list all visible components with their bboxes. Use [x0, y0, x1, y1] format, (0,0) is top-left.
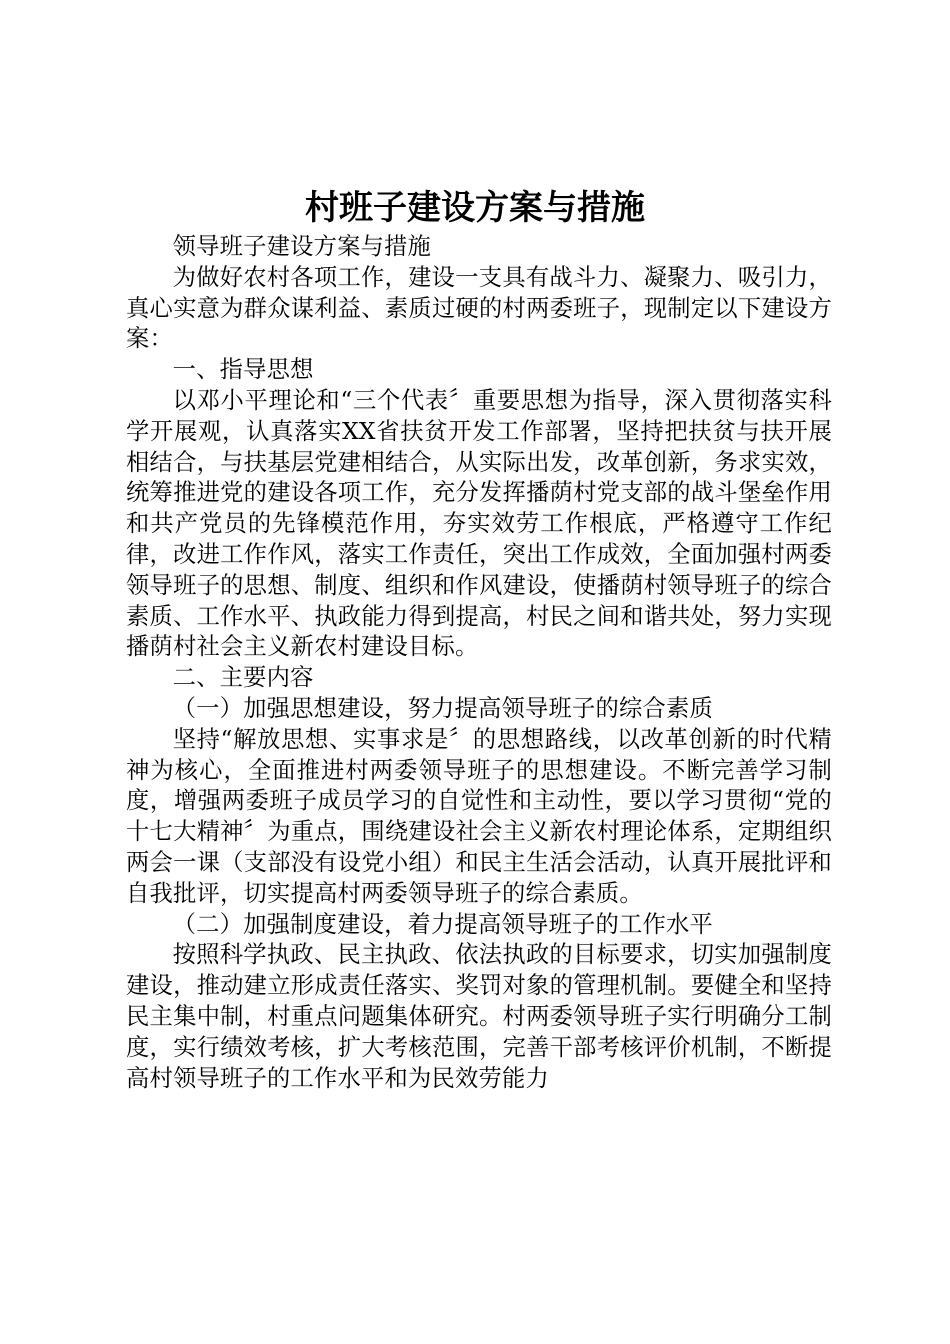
heading-guiding-ideology: 一、指导思想 [172, 356, 314, 384]
heading-main-content: 二、主要内容 [172, 664, 314, 692]
document-body [126, 232, 832, 1094]
paragraph-guiding-ideology: 以邓小平理论和“三个代表〞重要思想为指导，深入贯彻落实科学开展观，认真落实XX省扶贫开发工作部署，坚持把扶贫与扶开展相结合，与扶基层党建相结合，从实际出发，改革创新，务求实效，统筹推进党的建设各项工作，充分发挥播荫村党支部的战斗堡垒作用和共产党员的先锋模范作用，夯实效劳工作根底，严格遵守工作纪律，改进工作作风，落实工作责任，突出工作成效，全面加强村两委领导班子的思想、制度、组织和作风建设，使播荫村领导班子的综合素质、工作水平、执政能力得到提高，村民之间和谐共处，努力实现播荫村社会主义新农村建设目标。 [126, 386, 832, 661]
paragraph-subtitle: 领导班子建设方案与措施 [172, 233, 432, 260]
subheading-institutional-building: （二）加强制度建设，着力提高领导班子的工作水平 [172, 910, 714, 938]
subheading-ideological-building: （一）加强思想建设，努力提高领导班子的综合素质 [172, 694, 714, 722]
paragraph-ideological-building: 坚持“解放思想、实事求是〞的思想路线，以改革创新的时代精神为核心，全面推进村两委领导班子的思想建设。不断完善学习制度，增强两委班子成员学习的自觉性和主动性，要以学习贯彻“党的十七大精神〞为重点，围绕建设社会主义新农村理论体系，定期组织两会一课（支部没有设党小组）和民主生活会活动，认真开展批评和自我批评，切实提高村两委领导班子的综合素质。 [126, 725, 832, 907]
paragraph-institutional-building: 按照科学执政、民主执政、依法执政的目标要求，切实加强制度建设，推动建立形成责任落实、奖罚对象的管理机制。要健全和坚持民主集中制，村重点问题集体研究。村两委领导班子实行明确分工制度，实行绩效考核，扩大考核范围，完善干部考核评价机制，不断提高村领导班子的工作水平和为民效劳能力 [126, 941, 832, 1092]
paragraph-intro: 为做好农村各项工作，建设一支具有战斗力、凝聚力、吸引力，真心实意为群众谋利益、素质过硬的村两委班子，现制定以下建设方案： [126, 263, 832, 353]
document-title: 村班子建设方案与措施 [305, 188, 645, 228]
